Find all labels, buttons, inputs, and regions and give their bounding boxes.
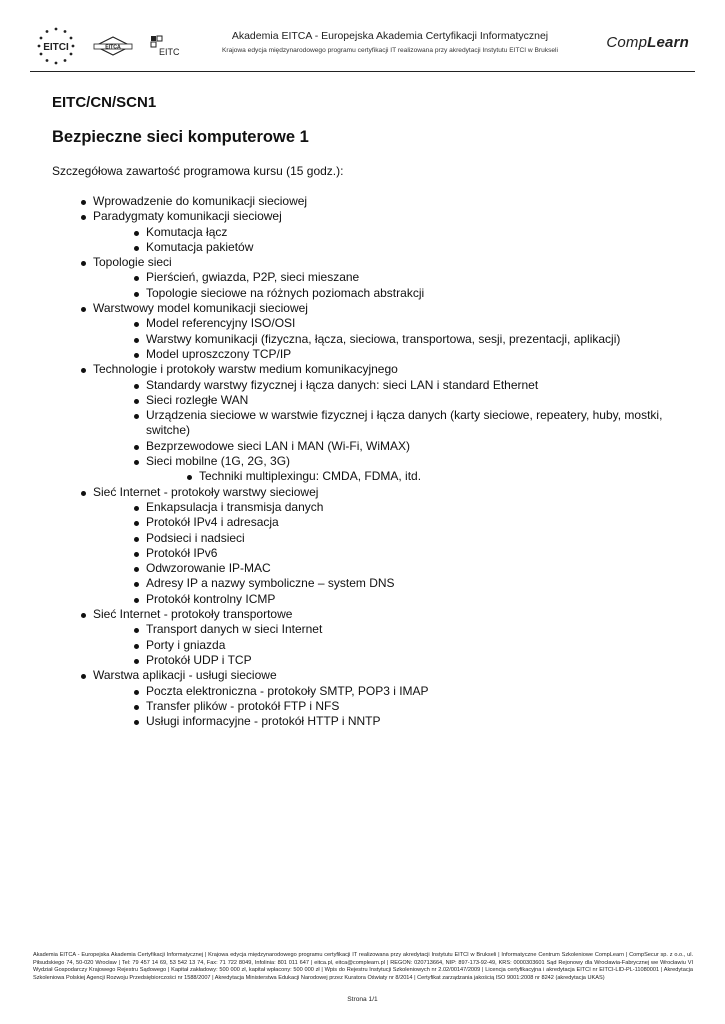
outline-item-label: Techniki multiplexingu: CMDA, FDMA, itd. bbox=[199, 469, 422, 484]
outline-item bbox=[133, 225, 680, 240]
outline-item-label: Pierścień, gwiazda, P2P, sieci mieszane bbox=[146, 270, 360, 285]
outline-sublist bbox=[93, 270, 680, 301]
outline-item-label: Model uproszczony TCP/IP bbox=[146, 346, 292, 361]
outline-item-label: Protokół UDP i TCP bbox=[146, 652, 252, 667]
brand-part-learn: Learn bbox=[647, 34, 689, 51]
outline-item-label: Komutacja pakietów bbox=[146, 239, 254, 254]
svg-text:EITCI: EITCI bbox=[43, 42, 69, 53]
outline-item bbox=[80, 255, 680, 301]
bullet-icon bbox=[134, 552, 139, 557]
bullet-icon bbox=[81, 613, 86, 618]
outline-item-label: Poczta elektroniczna - protokoły SMTP, POP3 i IMAP bbox=[146, 683, 429, 698]
bullet-icon bbox=[134, 276, 139, 281]
bullet-icon bbox=[134, 720, 139, 725]
outline-item-label: Odwzorowanie IP-MAC bbox=[146, 561, 271, 576]
bullet-icon bbox=[134, 322, 139, 327]
logo-group bbox=[34, 26, 184, 66]
header-subtitle: Krajowa edycja międzynarodowego programu certyfikacji IT realizowana przy akredytacji Instytutu EITCI w Brukseli bbox=[222, 47, 558, 54]
bullet-icon bbox=[134, 246, 139, 251]
outline-item bbox=[133, 500, 680, 515]
bullet-icon bbox=[81, 368, 86, 373]
outline-item-label: Sieć Internet - protokoły transportowe bbox=[93, 607, 293, 622]
outline-item bbox=[133, 699, 680, 714]
bullet-icon bbox=[81, 200, 86, 205]
outline-item bbox=[133, 576, 680, 591]
outline-item-label: Adresy IP a nazwy symboliczne – system DNS bbox=[146, 576, 395, 591]
bullet-icon bbox=[134, 384, 139, 389]
outline-item bbox=[133, 546, 680, 561]
outline-item-label: Transfer plików - protokół FTP i NFS bbox=[146, 698, 340, 713]
outline-item bbox=[133, 270, 680, 285]
outline-item bbox=[80, 607, 680, 668]
outline-item-label: Protokół kontrolny ICMP bbox=[146, 591, 276, 606]
bullet-icon bbox=[81, 261, 86, 266]
bullet-icon bbox=[81, 491, 86, 496]
outline-sublist bbox=[93, 500, 680, 607]
bullet-icon bbox=[134, 353, 139, 358]
course-title: Bezpieczne sieci komputerowe 1 bbox=[52, 128, 309, 146]
outline-item bbox=[133, 454, 680, 485]
outline-item bbox=[133, 316, 680, 331]
outline-item bbox=[80, 668, 680, 729]
outline-item-label: Podsieci i nadsieci bbox=[146, 530, 245, 545]
bullet-icon bbox=[134, 705, 139, 710]
outline-item bbox=[133, 332, 680, 347]
outline-item-label: Standardy warstwy fizycznej i łącza danych: sieci LAN i standard Ethernet bbox=[146, 377, 539, 392]
svg-text:EITCA: EITCA bbox=[105, 44, 121, 51]
outline-item-label: Warstwy komunikacji (fizyczna, łącza, sieciowa, transportowa, sesji, prezentacji, aplikacji) bbox=[146, 331, 621, 346]
outline-item-label: Technologie i protokoły warstw medium komunikacyjnego bbox=[93, 362, 398, 377]
bullet-icon bbox=[81, 674, 86, 679]
outline-item bbox=[80, 209, 680, 255]
outline-item bbox=[80, 301, 680, 362]
eitca-logo bbox=[92, 34, 134, 58]
outline-item-label: Protokół IPv4 i adresacja bbox=[146, 515, 279, 530]
outline-item-label: Urządzenia sieciowe w warstwie fizycznej i łącza danych (karty sieciowe, repeatery, huby, mostki, switche) bbox=[146, 408, 663, 438]
bullet-icon bbox=[134, 399, 139, 404]
outline-item-label: Model referencyjny ISO/OSI bbox=[146, 316, 296, 331]
outline-sublist bbox=[93, 316, 680, 362]
header-center bbox=[190, 30, 590, 54]
outline-item-label: Wprowadzenie do komunikacji sieciowej bbox=[93, 194, 308, 208]
outline-item bbox=[133, 592, 680, 607]
outline-item-label: Protokół IPv6 bbox=[146, 545, 218, 560]
outline-sublist bbox=[146, 469, 680, 484]
course-intro: Szczegółowa zawartość programowa kursu (15 godz.): bbox=[52, 164, 344, 178]
outline-item-label: Enkapsulacja i transmisja danych bbox=[146, 499, 324, 514]
outline-item-label: Sieć Internet - protokoły warstwy sieciowej bbox=[93, 484, 319, 499]
bullet-icon bbox=[134, 506, 139, 511]
outline-item-label: Usługi informacyjne - protokół HTTP i NNTP bbox=[146, 714, 381, 729]
complearn-logo bbox=[606, 34, 689, 51]
outline-item-label: Sieci rozległe WAN bbox=[146, 392, 249, 407]
outline-item bbox=[133, 378, 680, 393]
bullet-icon bbox=[134, 460, 139, 465]
bullet-icon bbox=[134, 582, 139, 587]
footer-legal-text: Akademia EITCA - Europejska Akademia Certyfikacji Informatycznej | Krajowa edycja międzynarodowego programu certyfikacji IT realizowana przy akredytacji Instytutu EITCI w Brukseli | Informatyczne Centrum Szkoleniowe CompLearn | CompSecur sp. z o.o., ul. Piłsudskiego 74, 50-020 Wrocław | Tel: 79 457 14 69, 53 542 13 74, Fax: 71 722 8049, Infolinia: 801 011 647 | eitca.pl, eitca@complearn.pl | REGON: 020713664, NIP: 897-173-92-49, KRS: 0000303601 Sąd Rejonowy dla Wrocławia-Fabrycznej we Wrocławiu VI Wydział Gospodarczy Krajowego Rejestru Sądowego | Kapitał zakładowy: 500 000 zł, kapitał wpłacony: 500 000 zł | Wpis do Rejestru Instytucji Szkoleniowych nr 2.02/00147/2009 | Licencja certyfikacyjna i akredytacja EITCI nr EITCI-LID-PL-11080001 | Akredytacja Szkoleniowa Polskiej Agencji Rozwoju Przedsiębiorczości nr 1588/2007 | Akredytacja Ministerstwa Edukacji Narodowej przez Kuratora Oświaty nr 8/2014 | Certyfikat zarządzania jakością ISO 9001:2008 nr 8242 (akredytacja UKAS) bbox=[33, 952, 693, 981]
bullet-icon bbox=[134, 644, 139, 649]
bullet-icon bbox=[134, 445, 139, 450]
outline-item bbox=[133, 561, 680, 576]
header-title: Akademia EITCA - Europejska Akademia Certyfikacji Informatycznej bbox=[231, 30, 549, 42]
outline-sublist bbox=[93, 684, 680, 730]
outline-item-label: Sieci mobilne (1G, 2G, 3G) bbox=[146, 454, 291, 469]
outline-item bbox=[133, 286, 680, 301]
outline-item-label: Bezprzewodowe sieci LAN i MAN (Wi-Fi, WiMAX) bbox=[146, 438, 411, 453]
bullet-icon bbox=[134, 521, 139, 526]
outline-item bbox=[133, 531, 680, 546]
course-code: EITC/CN/SCN1 bbox=[52, 94, 157, 111]
outline-item bbox=[80, 194, 680, 209]
outline-item bbox=[80, 485, 680, 607]
outline-item-label: Topologie sieci bbox=[93, 255, 172, 270]
outline-item bbox=[133, 393, 680, 408]
eitc-logo bbox=[150, 34, 182, 58]
outline-item bbox=[133, 439, 680, 454]
outline-item-label: Komutacja łącz bbox=[146, 224, 228, 239]
outline-item bbox=[133, 347, 680, 362]
page-number: Strona 1/1 bbox=[347, 996, 378, 1003]
outline-sublist bbox=[93, 225, 680, 256]
bullet-icon bbox=[134, 231, 139, 236]
outline-item bbox=[133, 408, 680, 439]
outline-item bbox=[133, 653, 680, 668]
bullet-icon bbox=[187, 475, 192, 480]
bullet-icon bbox=[134, 598, 139, 603]
outline-item-label: Warstwowy model komunikacji sieciowej bbox=[93, 301, 308, 316]
outline-item bbox=[133, 684, 680, 699]
outline-item-label: Porty i gniazda bbox=[146, 637, 226, 652]
outline-sublist bbox=[93, 622, 680, 668]
brand-part-comp: Comp bbox=[606, 34, 648, 51]
outline-item bbox=[133, 515, 680, 530]
outline-item-label: Paradygmaty komunikacji sieciowej bbox=[93, 209, 282, 224]
svg-text:EITC: EITC bbox=[159, 47, 180, 57]
eitci-logo bbox=[34, 26, 78, 66]
course-outline bbox=[80, 194, 680, 729]
bullet-icon bbox=[81, 215, 86, 220]
bullet-icon bbox=[81, 307, 86, 312]
bullet-icon bbox=[134, 628, 139, 633]
outline-item-label: Topologie sieciowe na różnych poziomach abstrakcji bbox=[146, 285, 425, 300]
outline-item-label: Warstwa aplikacji - usługi sieciowe bbox=[93, 668, 277, 683]
outline-item bbox=[133, 638, 680, 653]
bullet-icon bbox=[134, 659, 139, 664]
bullet-icon bbox=[134, 292, 139, 297]
outline-item bbox=[186, 469, 680, 484]
bullet-icon bbox=[134, 567, 139, 572]
bullet-icon bbox=[134, 338, 139, 343]
outline-item bbox=[133, 240, 680, 255]
outline-item bbox=[80, 362, 680, 484]
outline-sublist bbox=[93, 378, 680, 485]
outline-item bbox=[133, 714, 680, 729]
outline-item bbox=[133, 622, 680, 637]
page-header bbox=[30, 22, 695, 72]
outline-item-label: Transport danych w sieci Internet bbox=[146, 622, 323, 637]
bullet-icon bbox=[134, 690, 139, 695]
bullet-icon bbox=[134, 537, 139, 542]
bullet-icon bbox=[134, 414, 139, 419]
